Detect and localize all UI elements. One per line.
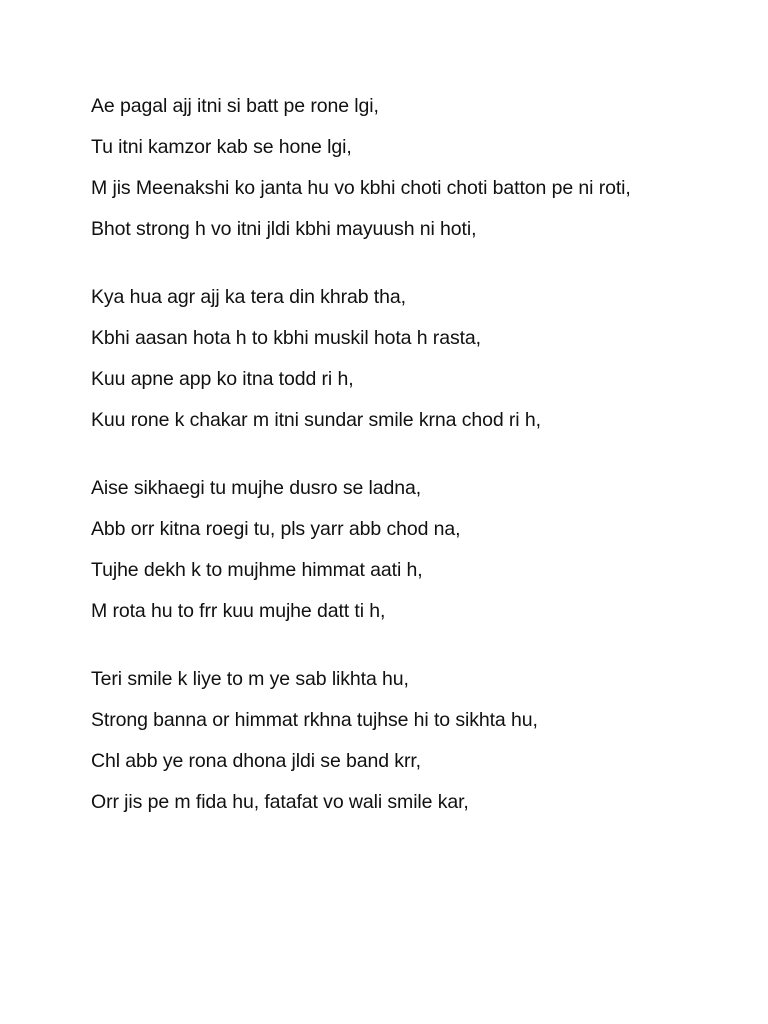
stanza-2 <box>91 283 651 434</box>
stanza-1 <box>91 92 651 243</box>
poem-body <box>91 92 651 856</box>
poem-line: Kbhi aasan hota h to kbhi muskil hota h rasta, <box>91 327 481 349</box>
poem-line: Aise sikhaegi tu mujhe dusro se ladna, <box>91 477 422 499</box>
poem-line: Ae pagal ajj itni si batt pe rone lgi, <box>91 95 379 117</box>
poem-line: M jis Meenakshi ko janta hu vo kbhi choti choti batton pe ni roti, <box>91 177 631 199</box>
poem-line: Kuu rone k chakar m itni sundar smile krna chod ri h, <box>91 409 541 431</box>
poem-line: Kuu apne app ko itna todd ri h, <box>91 368 354 390</box>
poem-line: Kya hua agr ajj ka tera din khrab tha, <box>91 286 406 308</box>
poem-line: Bhot strong h vo itni jldi kbhi mayuush ni hoti, <box>91 218 477 240</box>
stanza-3 <box>91 474 651 625</box>
poem-line: Tujhe dekh k to mujhme himmat aati h, <box>91 559 423 581</box>
poem-line: Chl abb ye rona dhona jldi se band krr, <box>91 750 421 772</box>
poem-line: Orr jis pe m fida hu, fatafat vo wali smile kar, <box>91 791 469 813</box>
stanza-4 <box>91 665 651 816</box>
poem-line: Teri smile k liye to m ye sab likhta hu, <box>91 668 409 690</box>
poem-line: Abb orr kitna roegi tu, pls yarr abb chod na, <box>91 518 461 540</box>
poem-line: M rota hu to frr kuu mujhe datt ti h, <box>91 600 386 622</box>
poem-line: Tu itni kamzor kab se hone lgi, <box>91 136 352 158</box>
poem-line: Strong banna or himmat rkhna tujhse hi to sikhta hu, <box>91 709 538 731</box>
